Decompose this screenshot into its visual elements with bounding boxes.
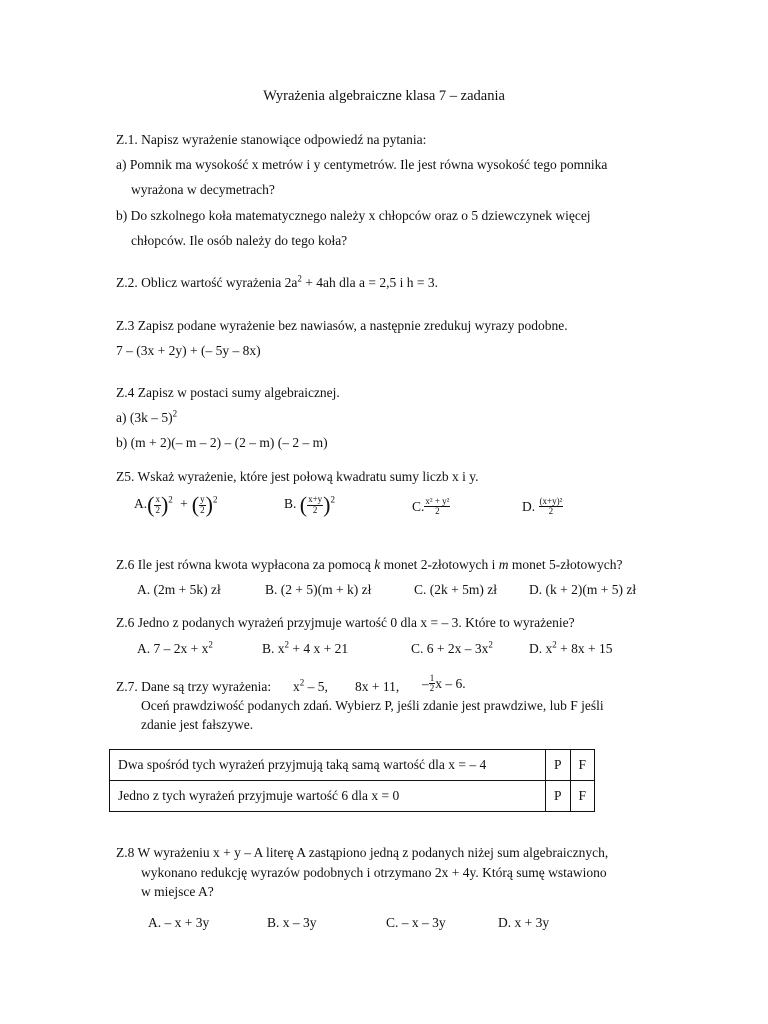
- statement-cell: Jedno z tych wyrażeń przyjmuje wartość 6 dla x = 0: [110, 781, 546, 812]
- z8-option-b: B. x – 3y: [267, 915, 317, 930]
- true-false-table: [109, 749, 595, 812]
- left-paren: (: [299, 492, 308, 517]
- z5-option-b: B. ( $\frac{x+y}{2}$ )$^2$: [284, 492, 335, 517]
- z5-c-label: C.: [412, 498, 425, 514]
- z6b-option-d: D. $x^2 + 8x + 15$: [529, 639, 613, 656]
- fraction-xy-over-2: $\frac{x+y}{2}$: [308, 494, 323, 515]
- z7-expr-3: – $\frac{1}{2}$ x – 6.: [422, 673, 466, 694]
- z1-b-line2: chłopców. Ile osób należy do tego koła?: [131, 233, 348, 248]
- z5-option-d: [522, 497, 563, 517]
- z2-exponent: 2: [297, 273, 302, 284]
- z2-prefix: Z.2. Oblicz wartość wyrażenia 2a: [116, 275, 298, 290]
- fraction-y-over-2: $\frac{y}{2}$: [200, 494, 205, 515]
- table-row: [110, 750, 595, 781]
- z4-a-exponent: 2: [172, 408, 178, 419]
- z5-option-c: [412, 497, 450, 517]
- right-paren: ): [323, 492, 331, 517]
- true-option-cell[interactable]: P: [546, 750, 571, 781]
- table-row: [110, 781, 595, 812]
- left-paren: (: [191, 492, 200, 517]
- z7-expr-2: 8x + 11,: [355, 679, 400, 694]
- plus-sign: +: [180, 496, 188, 512]
- true-option-cell[interactable]: P: [546, 781, 571, 812]
- z7-instructions-line1: Oceń prawdziwość podanych zdań. Wybierz P, jeśli zdanie jest prawdziwe, lub F jeśli: [141, 698, 604, 713]
- z6b-option-c: C. $6 + 2x - 3x^2$: [411, 639, 493, 656]
- z6b-option-a: A. $7 - 2x + x^2$: [137, 639, 213, 656]
- z1-heading: Z.1. Napisz wyrażenie stanowiące odpowiedź na pytania:: [116, 132, 427, 147]
- z7-heading: Z.7. Dane są trzy wyrażenia:: [116, 679, 272, 694]
- z2-task: [116, 275, 438, 291]
- false-option-cell[interactable]: F: [570, 750, 595, 781]
- z3-heading: Z.3 Zapisz podane wyrażenie bez nawiasów, a następnie zredukuj wyrazy podobne.: [116, 318, 568, 333]
- z8-line1: Z.8 W wyrażeniu x + y – A literę A zastąpiono jedną z podanych niżej sum algebraicznych,: [116, 845, 609, 860]
- z3-expression: 7 – (3x + 2y) + (– 5y – 8x): [116, 343, 261, 358]
- z5-heading: Z5. Wskaż wyrażenie, które jest połową kwadratu sumy liczb x i y.: [116, 469, 479, 484]
- false-option-cell[interactable]: F: [570, 781, 595, 812]
- fraction-sum-of-squares: $\frac{\text{x² + y²}}{2}$: [425, 496, 450, 517]
- z5-option-a: A.( $\frac{x}{2}$ )$^2$ + ( $\frac{y}{2}$ )$^2$: [134, 492, 218, 517]
- left-paren: (: [147, 492, 155, 517]
- z6b-heading: Z.6 Jedno z podanych wyrażeń przyjmuje wartość 0 dla x = – 3. Które to wyrażenie?: [116, 615, 575, 630]
- page-title: Wyrażenia algebraiczne klasa 7 – zadania: [263, 88, 505, 104]
- z5-a-label: A.: [134, 496, 148, 512]
- z6a-option-d: D. (k + 2)(m + 5) zł: [529, 582, 637, 597]
- fraction-x-over-2: $\frac{x}{2}$: [155, 494, 160, 515]
- z4-b: b) (m + 2)(– m – 2) – (2 – m) (– 2 – m): [116, 435, 328, 450]
- z1-b-line1: b) Do szkolnego koła matematycznego należy x chłopców oraz o 5 dziewczynek więcej: [116, 208, 591, 223]
- z8-line2: wykonano redukcję wyrazów podobnych i otrzymano 2x + 4y. Którą sumę wstawiono: [141, 865, 607, 880]
- z7-instructions-line2: zdanie jest fałszywe.: [141, 717, 254, 732]
- z7-expr-1: $x^2 - 5$,: [293, 677, 328, 694]
- right-paren: ): [160, 492, 169, 517]
- z6a-option-a: A. (2m + 5k) zł: [137, 582, 221, 597]
- z6a-option-b: B. (2 + 5)(m + k) zł: [265, 582, 372, 597]
- fraction-square-of-sum: $\frac{\text{(x+y)²}}{2}$: [539, 496, 563, 517]
- z6a-heading: Z.6 Ile jest równa kwota wypłacona za pomocą k monet 2-złotowych i m monet 5-złotowych?: [116, 557, 623, 572]
- z5-b-label: B.: [284, 496, 297, 512]
- right-paren: ): [205, 492, 213, 517]
- z4-a-text: a) (3k – 5): [116, 410, 173, 425]
- z1-a-line1: a) Pomnik ma wysokość x metrów i y centymetrów. Ile jest równa wysokość tego pomnika: [116, 157, 608, 172]
- z8-option-c: C. – x – 3y: [386, 915, 446, 930]
- z6b-option-b: B. $x^2 + 4$ x + 21: [262, 639, 349, 656]
- statement-cell: Dwa spośród tych wyrażeń przyjmują taką samą wartość dla x = – 4: [110, 750, 546, 781]
- z1-a-line2: wyrażona w decymetrach?: [131, 182, 275, 197]
- z8-option-d: D. x + 3y: [498, 915, 550, 930]
- z5-d-label: D.: [522, 498, 536, 514]
- z8-line3: w miejsce A?: [141, 884, 214, 899]
- z6a-option-c: C. (2k + 5m) zł: [414, 582, 497, 597]
- z8-option-a: A. – x + 3y: [148, 915, 210, 930]
- fraction-one-half: $\frac{1}{2}$: [429, 673, 435, 694]
- z4-a: [116, 410, 177, 426]
- z2-rest: + 4ah dla a = 2,5 i h = 3.: [301, 275, 438, 290]
- z4-heading: Z.4 Zapisz w postaci sumy algebraicznej.: [116, 385, 340, 400]
